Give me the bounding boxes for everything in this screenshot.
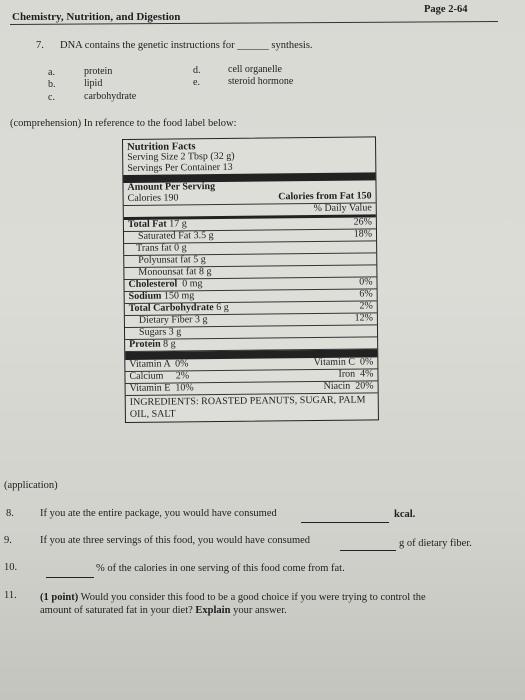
q7-option-b[interactable]: lipid xyxy=(84,78,103,89)
vitamin-right: Iron 4% xyxy=(338,368,374,381)
q8-unit: kcal. xyxy=(394,509,416,520)
q7-blank[interactable]: ______ xyxy=(237,40,269,51)
q11-text2: amount of saturated fat in your diet? xyxy=(40,605,193,616)
q9-answer-blank[interactable] xyxy=(340,538,396,556)
nutrient-name: Sodium xyxy=(128,290,162,303)
nutrient-amount: 3 g xyxy=(166,326,182,338)
nutrient-name-amount xyxy=(138,231,214,242)
label-title: Nutrition Facts xyxy=(127,141,196,153)
q7-option-a[interactable]: protein xyxy=(84,66,113,77)
q7-number: 7. xyxy=(36,40,44,51)
q7-option-b-letter: b. xyxy=(48,79,56,90)
nutrient-name: Total Carbohydrate xyxy=(128,302,214,315)
q7-option-d-letter: d. xyxy=(193,65,201,76)
nutrient-amount: 8 g xyxy=(160,338,176,350)
daily-value-header: % Daily Value xyxy=(313,202,372,215)
q11-points: (1 point) xyxy=(40,592,79,603)
nutrient-name: Saturated Fat xyxy=(137,230,192,243)
q7-option-e[interactable]: steroid hormone xyxy=(228,76,294,87)
nutrient-name: Cholesterol xyxy=(128,278,178,291)
nutrient-name-amount xyxy=(138,255,206,266)
nutrient-name-amount xyxy=(129,340,176,351)
nutrient-daily-value: 18% xyxy=(353,228,373,240)
nutrient-daily-value: 2% xyxy=(359,300,373,312)
q9-number: 9. xyxy=(4,535,12,546)
vitamin-left: Vitamin A 0% xyxy=(129,358,189,371)
nutrient-amount: 6 g xyxy=(213,302,229,314)
q7-option-c-letter: c. xyxy=(48,92,55,103)
nutrient-name-amount xyxy=(138,267,211,278)
q7-option-d[interactable]: cell organelle xyxy=(228,64,282,75)
nutrient-name: Dietary Fiber xyxy=(138,314,193,327)
nutrient-amount: 17 g xyxy=(166,218,187,230)
nutrient-daily-value: 6% xyxy=(359,288,373,300)
nutrient-amount: 0 g xyxy=(171,242,187,254)
nutrient-name-amount xyxy=(139,315,208,326)
q11-text3: your answer. xyxy=(233,605,287,616)
q8-number: 8. xyxy=(6,508,14,519)
q7-text-before: DNA contains the genetic instructions for xyxy=(60,40,235,51)
nutrient-name: Trans fat xyxy=(136,242,172,255)
application-intro: (application) xyxy=(4,480,58,491)
nutrient-amount: 8 g xyxy=(196,266,212,278)
servings-per-container: Servings Per Container 13 xyxy=(127,161,233,174)
nutrient-name-amount xyxy=(136,244,187,255)
nutrient-name: Polyunsat fat xyxy=(138,254,191,267)
q9-text: If you ate three servings of this food, you would have consumed xyxy=(40,535,311,546)
q11-text: Would you consider this food to be a good choice if you were trying to control the xyxy=(80,592,426,603)
q9-unit: g of dietary fiber. xyxy=(399,538,472,549)
calories-from-fat: Calories from Fat 150 xyxy=(278,190,372,203)
q11-explain: Explain xyxy=(195,605,231,616)
calories: Calories 190 xyxy=(127,192,179,205)
q7-text-after: synthesis. xyxy=(271,40,313,51)
nutrient-name-amount xyxy=(139,328,181,339)
nutrient-name-amount xyxy=(128,220,187,231)
q10-text: % of the calories in one serving of this food come from fat. xyxy=(96,563,345,574)
nutrient-daily-value: 26% xyxy=(353,216,372,228)
q10-number: 10. xyxy=(4,562,18,573)
nutrient-amount: 150 mg xyxy=(161,290,195,302)
ingredients: INGREDIENTS: ROASTED PEANUTS, SUGAR, PALM OIL, SALT xyxy=(129,394,366,420)
q11-line1 xyxy=(40,592,426,603)
q10-answer-blank[interactable] xyxy=(46,565,94,583)
q8-answer-blank[interactable] xyxy=(301,510,389,528)
amount-per-serving: Amount Per Serving xyxy=(127,181,216,193)
nutrient-name: Sugars xyxy=(138,326,167,339)
q7-stem xyxy=(60,40,313,51)
nutrient-name-amount xyxy=(128,279,202,290)
nutrient-name-amount xyxy=(129,303,229,315)
nutrient-name-amount xyxy=(129,292,195,303)
nutrient-amount: 0 mg xyxy=(177,278,203,290)
nutrient-amount: 3 g xyxy=(192,314,208,326)
nutrient-name: Protein xyxy=(129,338,161,351)
nutrient-daily-value: 12% xyxy=(354,312,373,324)
nutrient-amount: 5 g xyxy=(190,254,206,266)
nutrient-amount: 3.5 g xyxy=(191,230,214,242)
vitamin-right: Vitamin C 0% xyxy=(313,356,374,369)
page-number: Page 2-64 xyxy=(424,4,468,15)
nutrition-facts-label xyxy=(122,136,379,423)
serving-size: Serving Size 2 Tbsp (32 g) xyxy=(127,150,235,163)
q11-number: 11. xyxy=(4,590,17,601)
q11-line2 xyxy=(40,605,287,616)
nutrient-rows xyxy=(124,217,377,352)
q7-option-c[interactable]: carbohydrate xyxy=(84,91,137,102)
vitamin-left: Vitamin E 10% xyxy=(129,382,194,395)
worksheet-title: Chemistry, Nutrition, and Digestion xyxy=(12,11,181,23)
vitamin-left: Calcium 2% xyxy=(129,370,190,383)
vitamin-right: Niacin 20% xyxy=(323,380,374,393)
q7-option-e-letter: e. xyxy=(193,77,200,88)
nutrient-name: Monounsat fat xyxy=(138,266,197,279)
vitamin-rows xyxy=(125,357,377,396)
q8-text: If you ate the entire package, you would have consumed xyxy=(40,508,277,519)
nutrient-daily-value: 0% xyxy=(359,276,373,288)
comprehension-intro: (comprehension) In reference to the food label below: xyxy=(10,118,237,129)
q7-option-a-letter: a. xyxy=(48,67,55,78)
nutrient-name: Total Fat xyxy=(127,218,167,231)
